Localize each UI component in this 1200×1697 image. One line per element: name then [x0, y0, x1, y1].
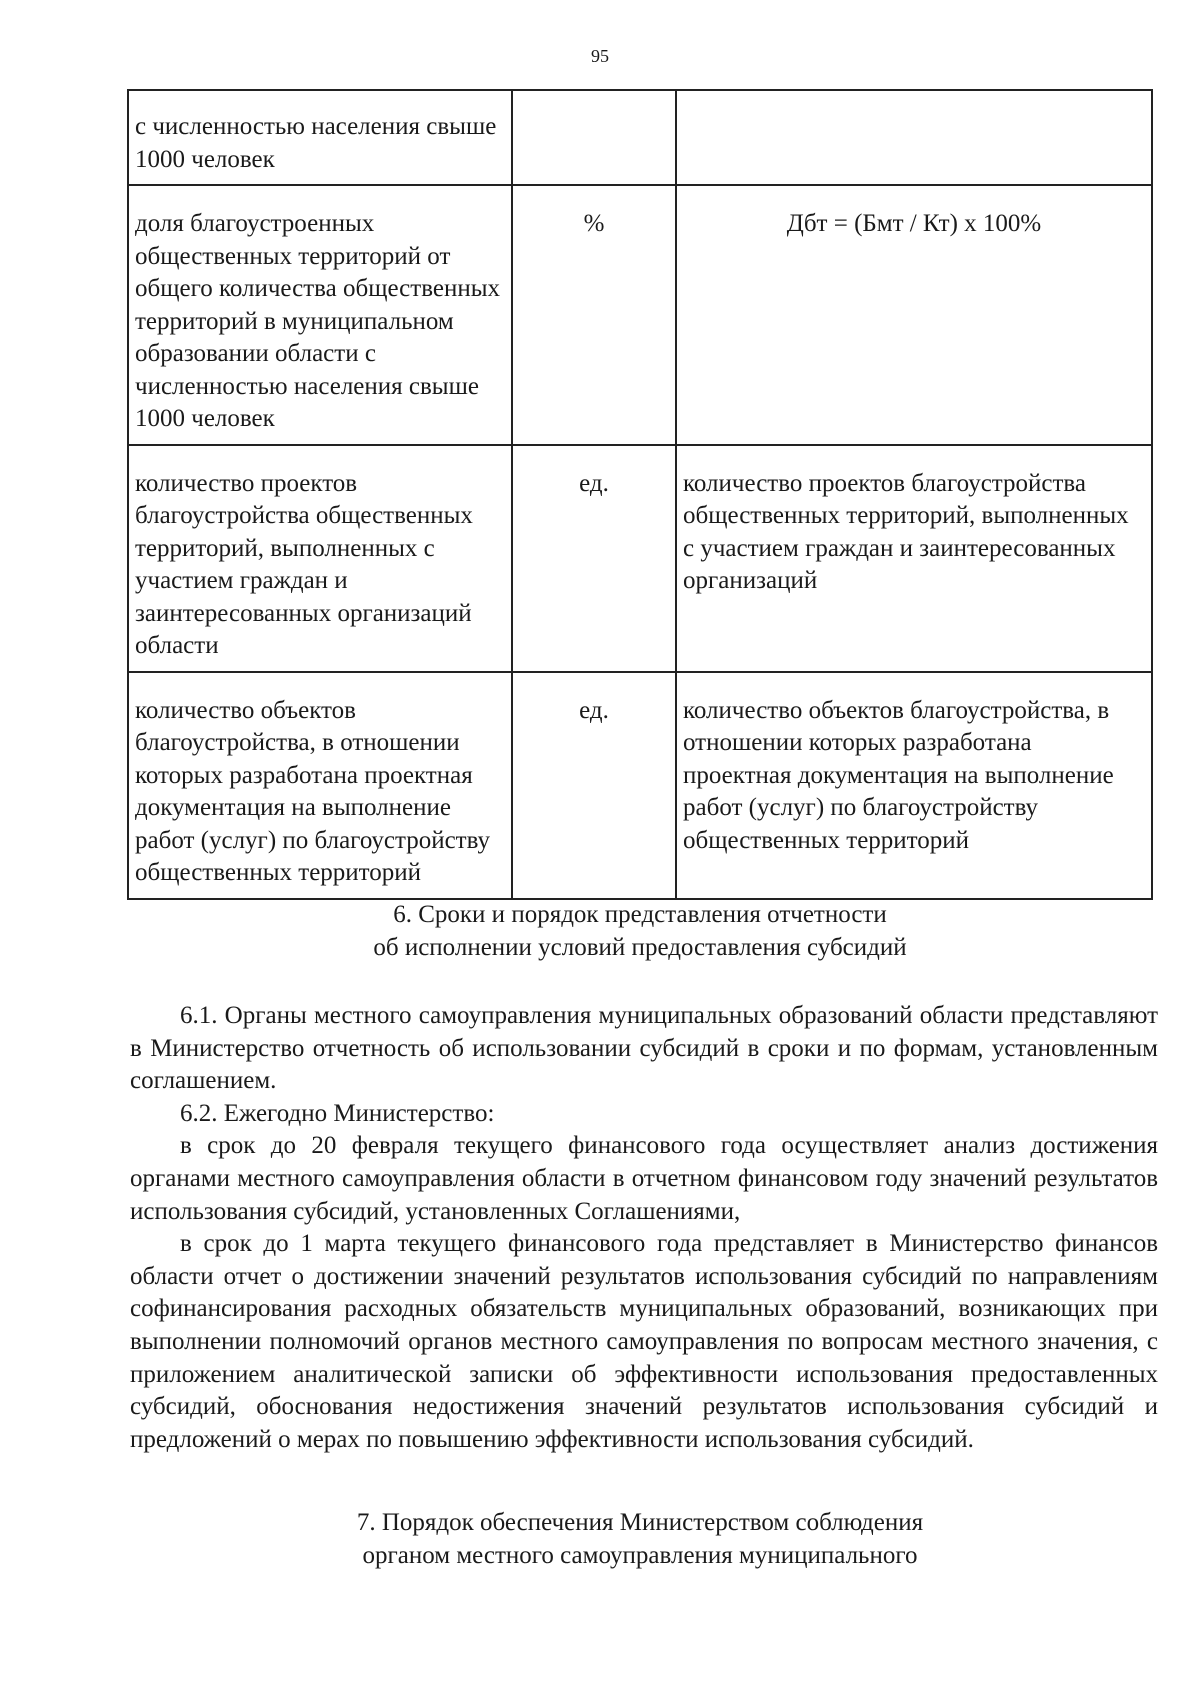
unit-cell: %	[512, 185, 676, 445]
table-row	[128, 672, 1152, 899]
indicator-name-cell: доля благоустроенных общественных территорий от общего количества общественных территорий в муниципальном образовании области с численностью населения свыше 1000 человек	[128, 185, 512, 445]
formula-cell	[676, 90, 1152, 185]
section-6-heading-line: 6. Сроки и порядок представления отчетности	[393, 901, 887, 928]
formula-cell: количество объектов благоустройства, в отношении которых разработана проектная документация на выполнение работ (услуг) по благоустройству общественных территорий	[676, 672, 1152, 899]
section-7-heading-line: 7. Порядок обеспечения Министерством соблюдения	[356, 1509, 924, 1536]
indicator-name-cell: с численностью населения свыше 1000 человек	[128, 90, 512, 185]
paragraph: 6.2. Ежегодно Министерство:	[180, 1099, 495, 1127]
indicators-table	[127, 89, 1153, 900]
table-row	[128, 445, 1152, 672]
section-6-body	[130, 1000, 1158, 1456]
section-7-heading	[0, 1506, 1200, 1572]
paragraph: 6.1. Органы местного самоуправления муниципальных образований области представляют в Министерство отчетность об использовании субсидий в сроки и по формам, установленным соглашением.	[130, 1002, 1158, 1095]
page-number: 95	[591, 46, 609, 66]
formula-cell: Дбт = (Бмт / Кт) х 100%	[676, 185, 1152, 445]
indicator-name-cell: количество объектов благоустройства, в отношении которых разработана проектная документация на выполнение работ (услуг) по благоустройству общественных территорий	[128, 672, 512, 899]
paragraph: в срок до 1 марта текущего финансового года представляет в Министерство финансов области отчет о достижении значений результатов использования субсидий по направлениям софинансирования расходных обязательств муниципальных образований, возникающих при выполнении полномочий органов местного самоуправления по вопросам местного значения, с приложением аналитической записки об эффективности использования предоставленных субсидий, обоснования недостижения значений результатов использования субсидий и предложений о мерах по повышению эффективности использования субсидий.	[130, 1230, 1158, 1453]
formula-cell: количество проектов благоустройства общественных территорий, выполненных с участием граждан и заинтересованных организаций	[676, 445, 1152, 672]
table-row	[128, 185, 1152, 445]
paragraph: в срок до 20 февраля текущего финансового года осуществляет анализ достижения органами местного самоуправления области в отчетном финансовом году значений результатов использования субсидий, установленных Соглашениями,	[130, 1132, 1158, 1225]
section-7-heading-line: органом местного самоуправления муниципального	[362, 1542, 918, 1569]
unit-cell: ед.	[512, 672, 676, 899]
section-6-heading-line: об исполнении условий предоставления субсидий	[373, 934, 907, 961]
unit-cell	[512, 90, 676, 185]
section-6-heading	[0, 898, 1200, 964]
table-row	[128, 90, 1152, 185]
unit-cell: ед.	[512, 445, 676, 672]
indicator-name-cell: количество проектов благоустройства общественных территорий, выполненных с участием граждан и заинтересованных организаций области	[128, 445, 512, 672]
